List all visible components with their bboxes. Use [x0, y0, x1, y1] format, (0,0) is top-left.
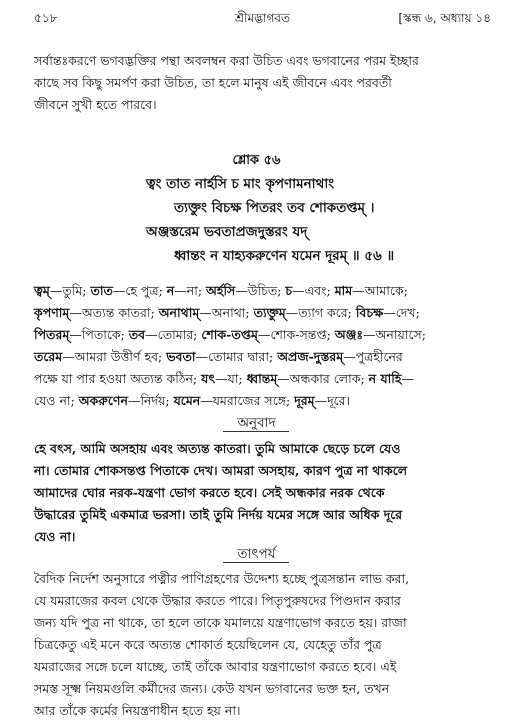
word-meaning: —পিতাকে;: [69, 327, 129, 342]
word-meaning: —দূরে।: [314, 393, 351, 408]
text-line: জীবনে সুখী হতে পারবে।: [34, 97, 157, 112]
purport-text: [34, 568, 489, 722]
sanskrit-word: কৃপণাম্: [34, 305, 70, 320]
word-meaning: পক্ষে যা পার হওয়া অত্যন্ত কঠিন;: [34, 371, 202, 386]
text-line: বৈদিক নির্দেশ অনুসারে পত্নীর পাণিগ্রহণের উদ্দেশ্য হচ্ছে পুত্রসন্তান লাভ করা,: [34, 571, 410, 586]
word-meaning: —হে পুত্র;: [112, 283, 167, 298]
sanskrit-word: চ: [285, 283, 293, 298]
word-meaning: —এবং;: [292, 283, 335, 298]
top-paragraph: [34, 50, 489, 116]
sanskrit-word: ন: [166, 283, 175, 298]
purport-heading: তাৎপর্য: [237, 546, 276, 562]
text-line: সমস্ত সূক্ষ্ম নিয়মগুলি কর্মীদের জন্য। কেউ যখন ভগবানের ভক্ত হন, তখন: [34, 681, 390, 696]
text-line: কাছে সব কিছু সমর্পণ করা উচিত, তা হলে মানুষ এই জীবনে এবং পরবর্তী: [34, 75, 392, 90]
text-line: সর্বান্তঃকরণে ভগবদ্ভক্তির পন্থা অবলম্বন করা উচিত এবং ভগবানের পরম ইচ্ছার: [34, 53, 419, 68]
sanskrit-word: ত্বম্: [34, 283, 50, 298]
synonym-line: [34, 368, 489, 390]
sanskrit-word: মাম: [334, 283, 353, 298]
sanskrit-word: অঞ্জঃ: [334, 327, 364, 342]
word-synonyms: [34, 280, 489, 412]
book-title: শ্রীমদ্ভাগবত: [234, 11, 290, 25]
word-meaning: —অনাথা;: [199, 305, 254, 320]
sanskrit-word: অকরুণেন: [78, 393, 128, 408]
word-meaning: —অনায়াসে;: [363, 327, 426, 342]
sanskrit-word: শোক-তপ্তম্: [201, 327, 258, 342]
sanskrit-word: তব: [128, 327, 146, 342]
verse-line: ত্বং তাত নার্হসি চ মাং কৃপণামনাথাং: [146, 176, 335, 192]
word-meaning: —যা;: [215, 371, 247, 386]
sanskrit-word: বিচক্ষ: [355, 305, 384, 320]
synonym-line: [34, 324, 489, 346]
sanskrit-word: যমেন: [173, 393, 201, 408]
word-meaning: —আমরা উত্তীর্ণ হব;: [62, 349, 167, 364]
word-meaning: —ত্যাগ করে;: [285, 305, 356, 320]
divider: [223, 431, 289, 432]
sanskrit-word: অর্হসি: [206, 283, 236, 298]
word-meaning: —যমরাজের সঙ্গে;: [200, 393, 295, 408]
word-meaning: —তোমার;: [145, 327, 202, 342]
verse-line: অঞ্জস্তরেম ভবতাপ্রজদুস্তরং যদ্: [146, 224, 308, 240]
sanskrit-word: দূরম্: [294, 393, 315, 408]
word-meaning: —দেখ;: [383, 305, 420, 320]
word-meaning: —উচিত;: [235, 283, 286, 298]
word-meaning: —অন্ধকার লোক;: [277, 371, 369, 386]
sanskrit-word: তাত: [90, 283, 113, 298]
verse-line: ত্যক্তুং বিচক্ষ পিতরং তব শোকতপ্তম্ ।: [174, 200, 375, 216]
word-meaning: —তোমার দ্বারা;: [195, 349, 278, 364]
word-meaning: —: [401, 371, 414, 386]
word-meaning: —শোক-সন্তপ্ত;: [257, 327, 335, 342]
text-line: উদ্ধারের তুমিই একমাত্র ভরসা। তাই তুমি নির্দয় যমের সঙ্গে আর অধিক দূরে: [34, 507, 403, 522]
synonym-line: [34, 280, 489, 302]
word-meaning: —অত্যন্ত কাতরা;: [69, 305, 159, 320]
word-meaning: যেও না;: [34, 393, 79, 408]
text-line: জন্য যদি পুত্র না থাকে, তা হলে তাকে যমালয়ে যন্ত্রণাভোগ করতে হয়। রাজা: [34, 615, 407, 630]
verse-title: শ্লোক ৫৬: [232, 153, 281, 168]
sanskrit-word: ন যাহি: [368, 371, 402, 386]
text-line: যে যমরাজের কবল থেকে উদ্ধার করতে পারে। পিতৃপুরুষদের পিণ্ডদান করার: [34, 593, 401, 608]
sanskrit-word: যৎ: [201, 371, 216, 386]
chapter-reference: [স্কন্ধ ৬, অধ্যায় ১৪: [398, 11, 491, 25]
word-meaning: —না;: [174, 283, 207, 298]
sanskrit-word: ভবতা: [166, 349, 196, 364]
text-line: যেও না।: [34, 529, 76, 544]
running-header: [34, 10, 491, 28]
sanskrit-word: ধ্বান্তম্: [246, 371, 278, 386]
word-meaning: —নির্দয়;: [127, 393, 174, 408]
text-line: যমরাজের সঙ্গে চলে যাচ্ছে, তাই তাঁকে আবার যন্ত্রণাভোগ করতে হবে। এই: [34, 659, 397, 674]
word-meaning: —আমাকে;: [352, 283, 408, 298]
text-line: আমাদের ঘোর নরক-যন্ত্রণা ভোগ করতে হবে। সেই অন্ধকার নরক থেকে: [34, 485, 385, 500]
divider: [223, 562, 289, 563]
word-meaning: —পুত্রহীনের: [343, 349, 403, 364]
translation-heading: অনুবাদ: [237, 415, 276, 431]
sanskrit-word: অনাথাম্: [158, 305, 200, 320]
word-meaning: —তুমি;: [49, 283, 91, 298]
page-number: ৫১৮: [34, 11, 58, 25]
synonym-line: [34, 346, 489, 368]
translation-text: [34, 438, 489, 548]
verse-line: ধ্বান্তং ন যাহ্যকরুণেন যমেন দূরম্ ॥ ৫৬ ॥: [174, 248, 395, 264]
text-line: আর তাঁকে কর্মের নিয়ন্ত্রণাধীন হতে হয় না।: [34, 703, 241, 718]
sanskrit-word: ত্যক্তুম্: [253, 305, 286, 320]
synonym-line: [34, 390, 489, 412]
synonym-line: [34, 302, 489, 324]
sanskrit-word: পিতরম্: [34, 327, 70, 342]
sanskrit-word: অপ্রজ-দুস্তরম্: [277, 349, 344, 364]
sanskrit-word: তরেম: [34, 349, 63, 364]
text-line: চিত্রকেতু এই মনে করে অত্যন্ত শোকার্ত হয়েছিলেন যে, যেহেতু তাঁর পুত্র: [34, 637, 382, 652]
text-line: হে বৎস, আমি অসহায় এবং অত্যন্ত কাতরা। তুমি আমাকে ছেড়ে চলে যেও: [34, 441, 401, 456]
text-line: না। তোমার শোকসন্তপ্ত পিতাকে দেখ। আমরা অসহায়, কারণ পুত্র না থাকলে: [34, 463, 408, 478]
